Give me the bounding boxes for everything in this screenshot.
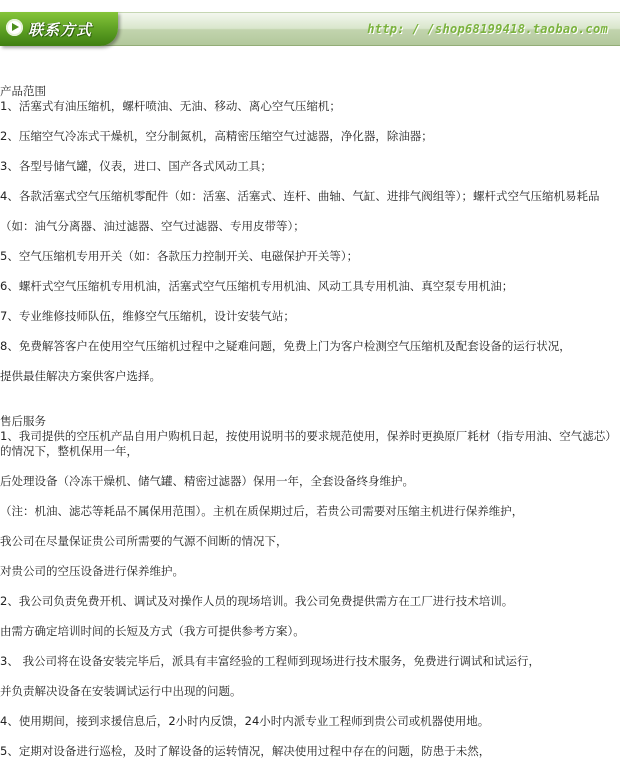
product-scope-line: 8、免费解答客户在使用空气压缩机过程中之疑难问题，免费上门为客户检测空气压缩机及配套设备的运行状况， xyxy=(0,339,571,353)
after-sales-line: 由需方确定培训时间的长短及方式（我方可提供参考方案）。 xyxy=(0,624,305,638)
product-scope-line: 6、螺杆式空气压缩机专用机油，活塞式空气压缩机专用机油、风动工具专用机油、真空泵专用机油； xyxy=(0,279,514,293)
after-sales-line: 5、定期对设备进行巡检，及时了解设备的运转情况，解决使用过程中存在的问题，防患于未然， xyxy=(0,744,491,758)
document-body xyxy=(0,84,618,759)
arrow-right-icon xyxy=(6,19,23,36)
after-sales-line: 后处理设备（冷冻干燥机、储气罐、精密过滤器）保用一年，全套设备终身维护。 xyxy=(0,474,414,488)
after-sales-heading: 售后服务 xyxy=(0,414,46,428)
after-sales-line: 1、我司提供的空压机产品自用户购机日起，按使用说明书的要求规范使用，保养时更换原厂耗材（指专用油、空气滤芯） xyxy=(0,429,617,443)
after-sales-line: 3、 我公司将在设备安装完毕后，派具有丰富经验的工程师到现场进行技术服务，免费进行调试和试运行， xyxy=(0,654,540,668)
after-sales-line: 我公司在尽量保证贵公司所需要的气源不间断的情况下， xyxy=(0,534,288,548)
product-scope-line: 提供最佳解决方案供客户选择。 xyxy=(0,369,161,383)
product-scope-heading: 产品范围 xyxy=(0,84,46,98)
product-scope-line: 1、活塞式有油压缩机，螺杆喷油、无油、移动、离心空气压缩机； xyxy=(0,99,341,113)
after-sales-line: 2、我公司负责免费开机、调试及对操作人员的现场培训。我公司免费提供需方在工厂进行技术培训。 xyxy=(0,594,514,608)
after-sales-line: （注：机油、滤芯等耗品不属保用范围）。主机在质保期过后，若贵公司需要对压缩主机进行保养维护， xyxy=(0,504,524,518)
product-scope-line: 2、压缩空气冷冻式干燥机，空分制氮机，高精密压缩空气过滤器，净化器，除油器； xyxy=(0,129,433,143)
product-scope-line: 3、各型号储气罐，仪表，进口、国产各式风动工具； xyxy=(0,159,272,173)
product-scope-line: （如：油气分离器、油过滤器、空气过滤器、专用皮带等）； xyxy=(0,219,305,233)
section-title: 联系方式 xyxy=(28,21,93,39)
section-tab xyxy=(0,12,118,46)
after-sales-line: 对贵公司的空压设备进行保养维护。 xyxy=(0,564,184,578)
product-scope-line: 5、空气压缩机专用开关（如：各款压力控制开关、电磁保护开关等）； xyxy=(0,249,359,263)
after-sales-line: 的情况下，整机保用一年， xyxy=(0,444,138,458)
after-sales-line: 并负责解决设备在安装调试运行中出现的问题。 xyxy=(0,684,242,698)
contact-banner xyxy=(0,12,620,46)
after-sales-line: 4、使用期间，接到求援信息后，2小时内反馈，24小时内派专业工程师到贵公司或机器使用地。 xyxy=(0,714,490,728)
product-scope-line: 7、专业维修技师队伍，维修空气压缩机，设计安装气站； xyxy=(0,309,295,323)
product-scope-line: 4、各款活塞式空气压缩机零配件（如：活塞、活塞式、连杆、曲轴、气缸、进排气阀组等）；螺杆式空气压缩机易耗品 xyxy=(0,189,600,203)
shop-url[interactable]: http: / /shop68199418.taobao.com xyxy=(367,22,608,36)
